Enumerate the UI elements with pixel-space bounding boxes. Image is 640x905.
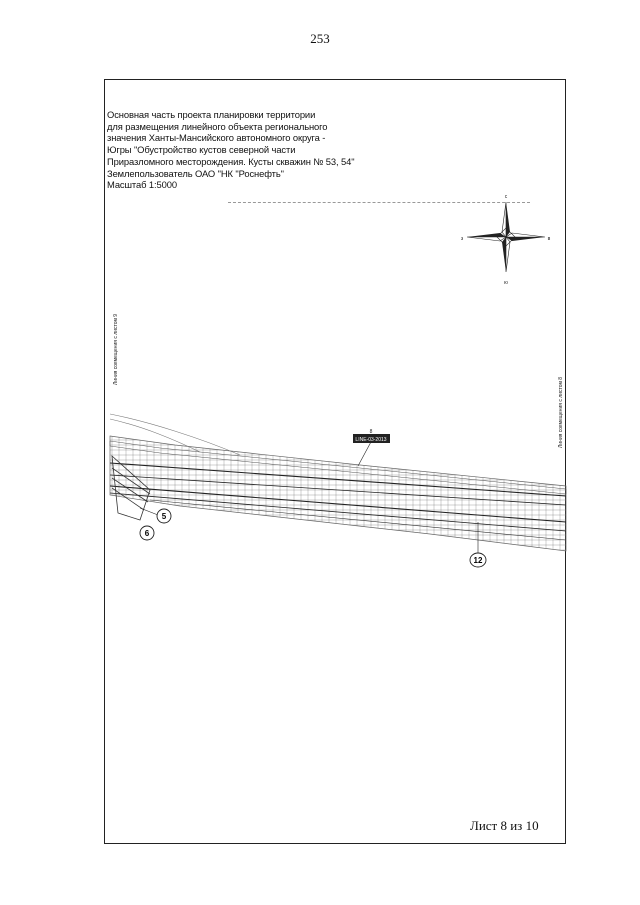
sheet-label: Лист 8 из 10 [470,818,539,833]
scale-label: Масштаб 1:5000 [107,179,177,191]
marker-5-label: 5 [161,512,167,521]
match-line-left-label: Линия совмещения с листом 9 [113,313,119,385]
page-number: 253 [310,31,330,46]
title-line: Основная часть проекта планировки территории [107,109,316,120]
compass-east-label: в [547,236,551,242]
north-arrow-icon [502,202,510,237]
compass-north-label: с [504,194,508,200]
match-line-right-label: Линия совмещения с листом 8 [558,376,564,448]
callout-text: LINE-03-2013 [355,437,387,443]
title-line: Югры "Обустройство кустов северной части [107,144,296,156]
compass-west-label: з [460,236,464,242]
compass-rose [461,194,551,286]
title-line: для размещения линейного объекта регионального [107,120,328,132]
callout-number: 8 [369,429,373,435]
marker-5 [140,508,171,523]
allotment-corridor [110,436,566,551]
title-line: Землепользователь ОАО "НК "Роснефть" [107,167,284,179]
marker-6-label: 6 [144,529,150,538]
marker-12-label: 12 [473,556,483,565]
marker-6 [140,526,154,540]
title-line: значения Ханты-Мансийского автономного округа - [107,132,326,144]
map-callout [353,429,390,466]
compass-south-label: ю [504,280,508,286]
title-line: Приразломного месторождения. Кусты скважин № 53, 54" [107,155,355,167]
